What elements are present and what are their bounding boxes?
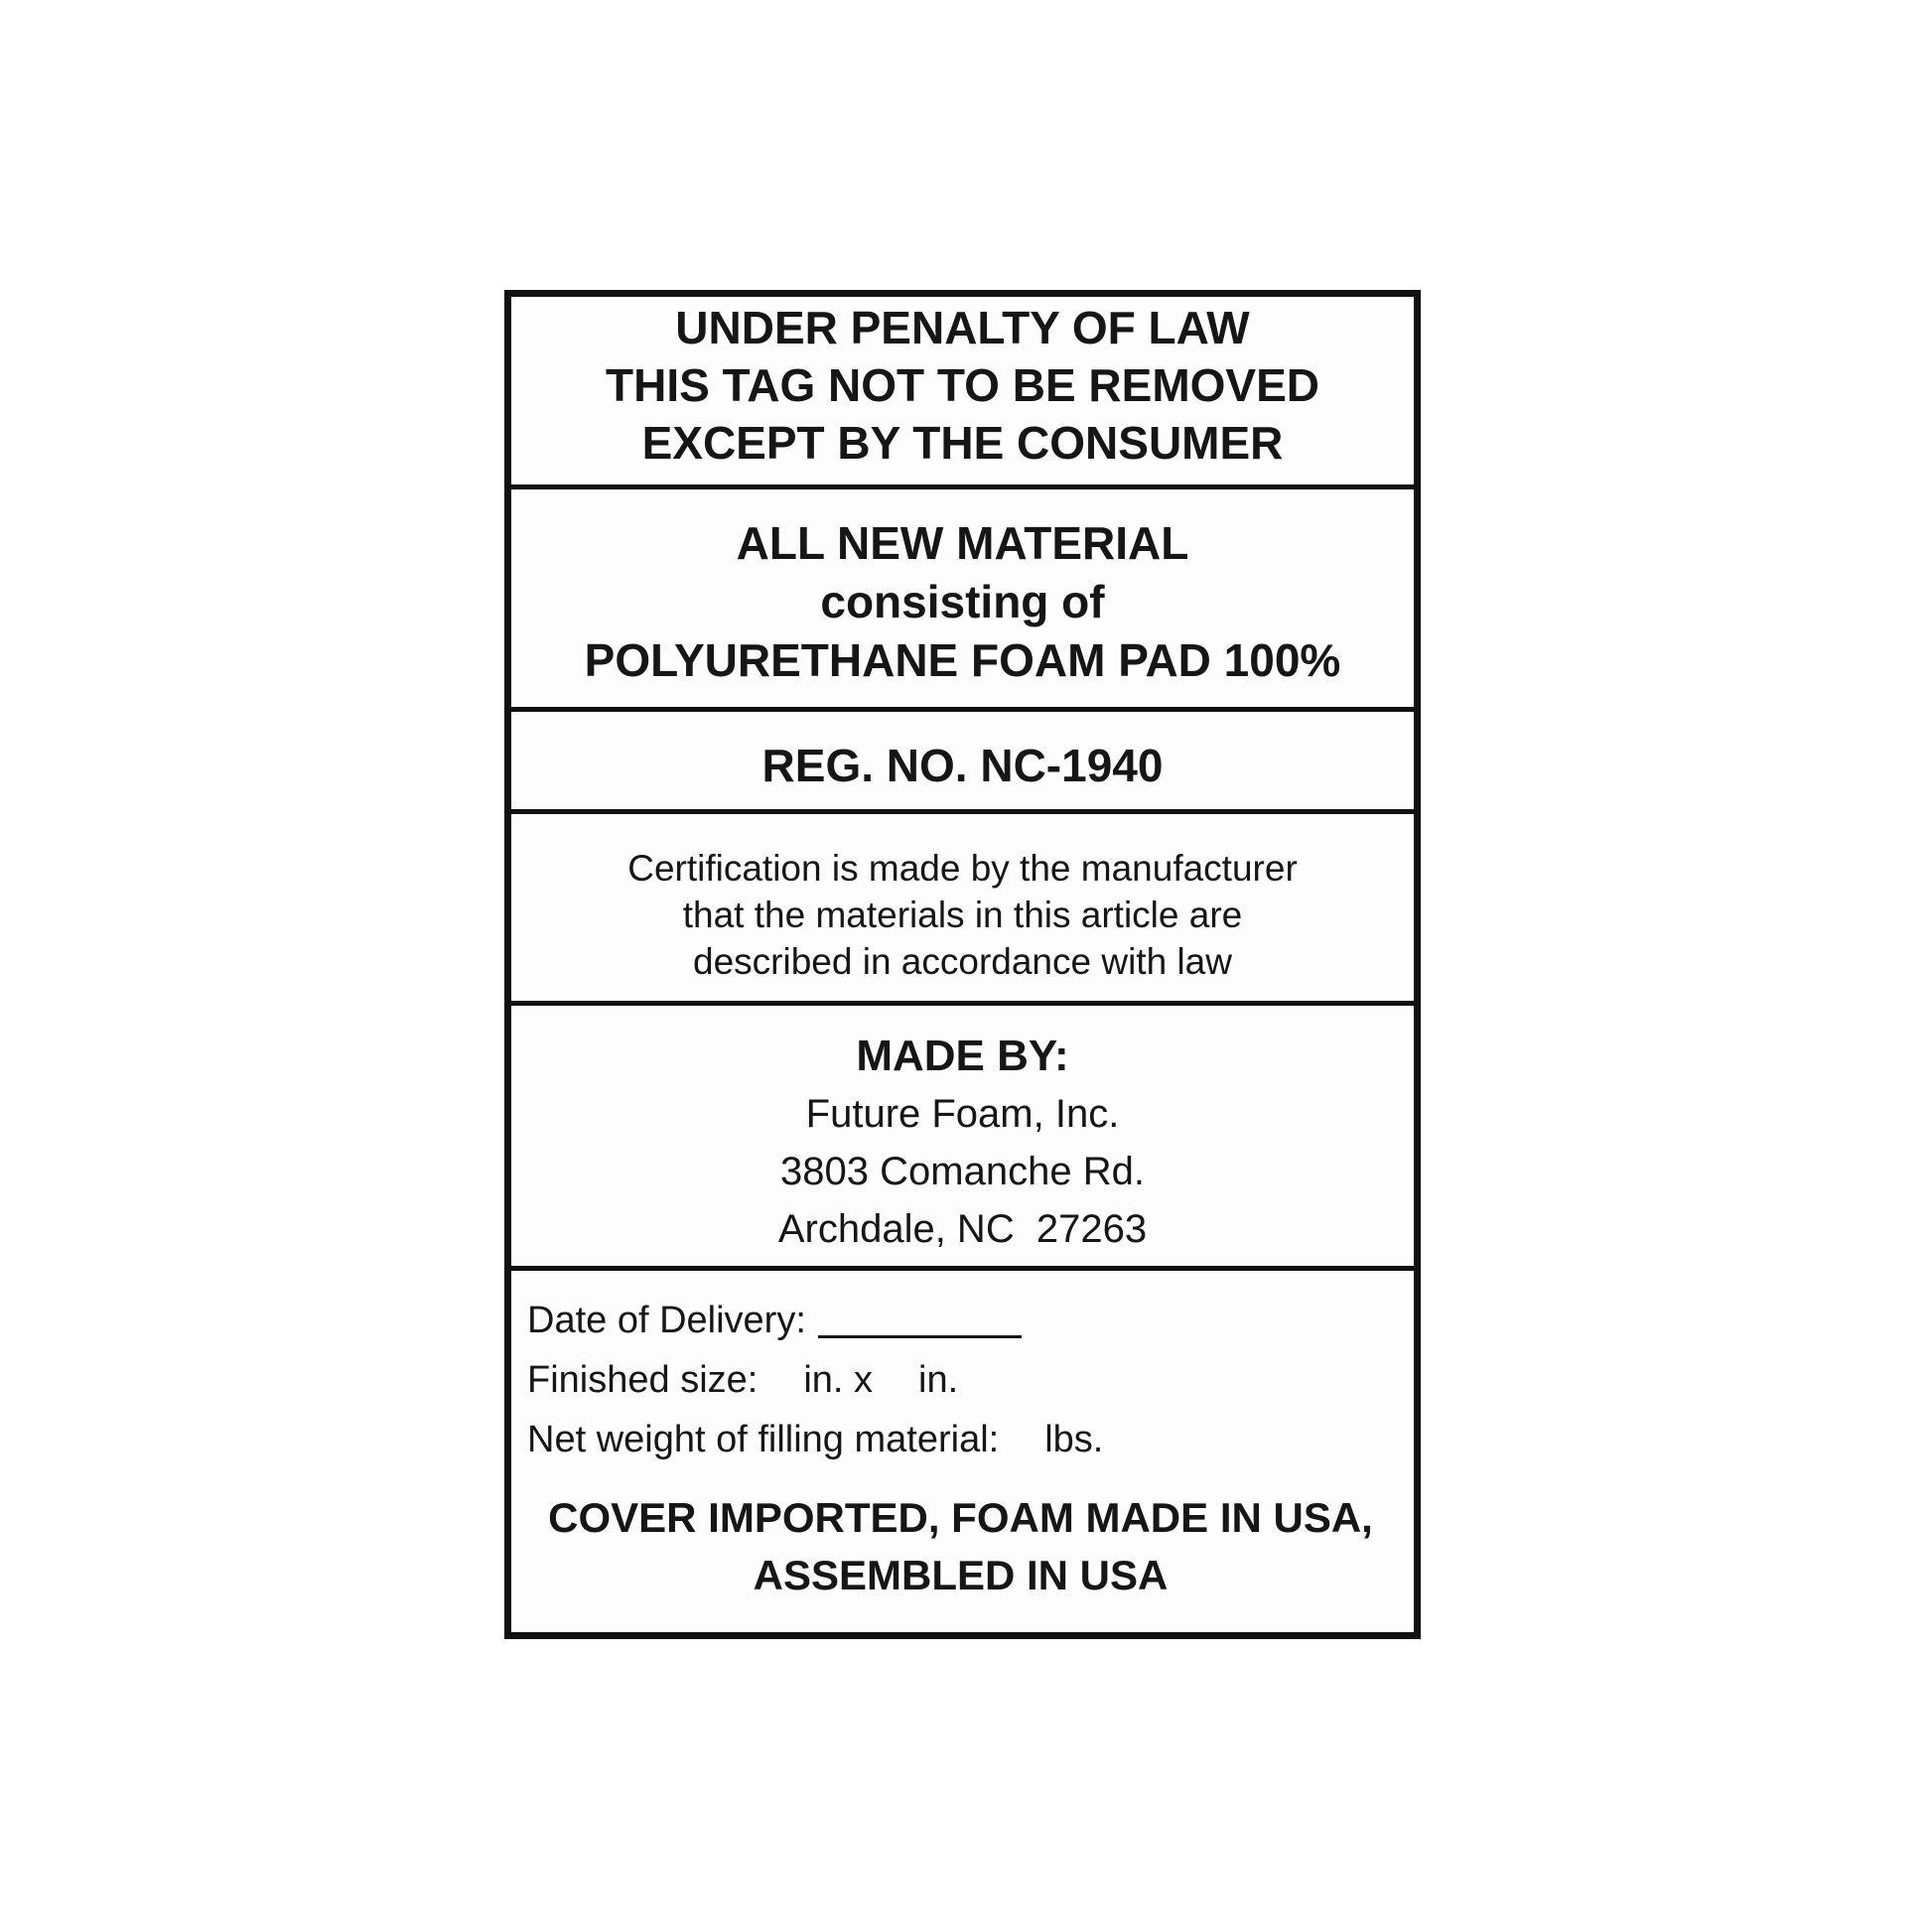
net-weight-label: Net weight of filling material: (527, 1419, 1000, 1460)
law-label-tag (504, 290, 1421, 1639)
date-of-delivery-row (527, 1291, 1394, 1350)
date-blank-line (818, 1335, 1022, 1338)
made-by-section (511, 1006, 1414, 1271)
finished-size-unit-mid: in. x (803, 1359, 874, 1401)
made-by-street: 3803 Comanche Rd. (780, 1150, 1145, 1193)
certification-section (511, 814, 1414, 1006)
origin-line-2: ASSEMBLED IN USA (753, 1552, 1169, 1598)
registration-number: REG. NO. NC-1940 (761, 740, 1164, 791)
date-of-delivery-label: Date of Delivery: (527, 1300, 806, 1341)
finished-size-unit-end: in. (918, 1359, 959, 1401)
penalty-line-3: EXCEPT BY THE CONSUMER (641, 416, 1284, 469)
origin-line-1: COVER IMPORTED, FOAM MADE IN USA, (548, 1494, 1373, 1541)
made-by-company: Future Foam, Inc. (805, 1092, 1120, 1136)
finished-size-row (527, 1350, 1394, 1410)
material-line-3: POLYURETHANE FOAM PAD 100% (584, 634, 1341, 686)
net-weight-row (527, 1410, 1394, 1469)
penalty-line-1: UNDER PENALTY OF LAW (675, 301, 1250, 353)
material-section (511, 489, 1414, 712)
certification-line-2: that the materials in this article are (682, 894, 1243, 935)
certification-line-3: described in accordance with law (693, 940, 1232, 982)
certification-line-1: Certification is made by the manufacturer (627, 847, 1298, 889)
made-by-city: Archdale, NC 27263 (777, 1207, 1148, 1251)
origin-block (527, 1489, 1394, 1604)
registration-section (511, 712, 1414, 814)
material-line-2: consisting of (820, 576, 1105, 627)
made-by-heading: MADE BY: (856, 1032, 1069, 1080)
fill-in-section (511, 1271, 1414, 1632)
finished-size-label: Finished size: (527, 1359, 759, 1401)
material-line-1: ALL NEW MATERIAL (736, 517, 1189, 569)
penalty-line-2: THIS TAG NOT TO BE REMOVED (606, 358, 1319, 411)
penalty-section (511, 297, 1414, 489)
net-weight-unit: lbs. (1044, 1419, 1104, 1460)
